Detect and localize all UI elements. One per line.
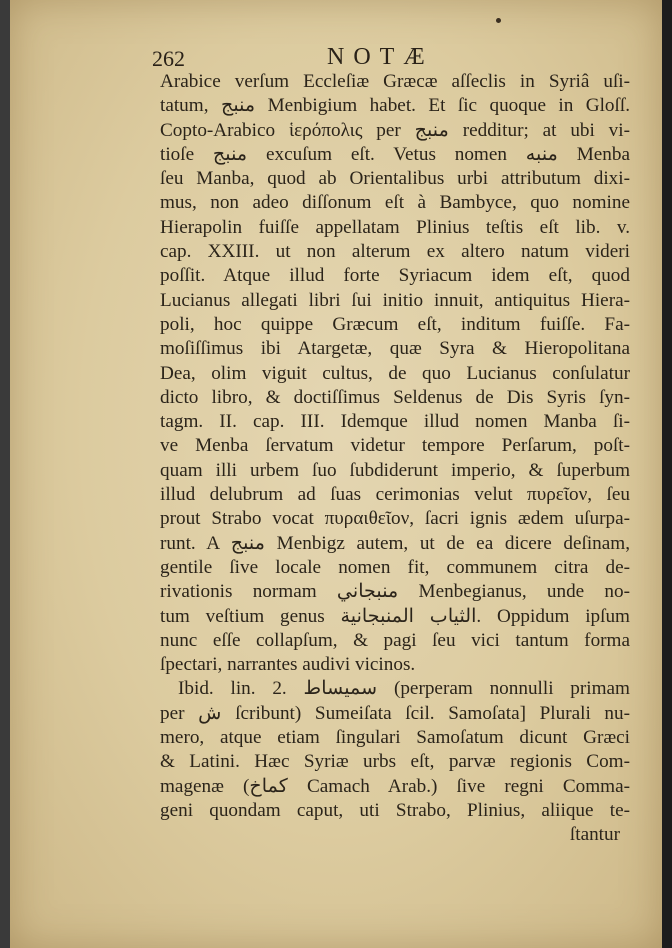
text-line: Hierapolin fuiſſe appellatam Plinius teſtis eſt lib. v. xyxy=(160,216,630,238)
text-line: tatum, منبج Menbigium habet. Et ſic quoque in Gloſſ. xyxy=(160,95,630,117)
text-line: Copto-Arabico ἱερόπολις per منبج redditur; at ubi vi- xyxy=(160,119,630,141)
text-line: quam illi urbem ſuo ſubdiderunt imperio, & ſuperbum xyxy=(160,459,630,481)
text-line: rivationis normam منبجاني Menbegianus, unde no- xyxy=(160,581,630,603)
page-number: 262 xyxy=(152,46,185,71)
text-line: dicto libro, & doctiſſimus Seldenus de Dis Syris ſyn- xyxy=(160,386,630,408)
text-line: poli, hoc quippe Græcum eſt, inditum fuiſſe. Fa- xyxy=(160,313,630,335)
text-line: Arabice verſum Eccleſiæ Græcæ aſſeclis in Syriâ uſi- xyxy=(160,71,630,92)
text-line: mus, non adeo diſſonum eſt à Bambyce, quo nomine xyxy=(160,192,630,214)
ink-spot xyxy=(496,18,501,23)
text-line: poſſit. Atque illud forte Syriacum idem eſt, quod xyxy=(160,265,630,287)
book-page xyxy=(10,0,662,948)
text-line: ve Menba ſervatum videtur tempore Perſarum, poſt- xyxy=(160,435,630,457)
text-line: mero, atque etiam ſingulari Samoſatum dicunt Græci xyxy=(160,727,630,749)
text-line: runt. A منبج Menbigz autem, ut de ea dicere deſinam, xyxy=(160,532,630,554)
body-text xyxy=(160,70,630,848)
text-line: nunc eſſe collapſum, & pagi ſeu vici tantum forma xyxy=(160,629,630,651)
text-line: tum veſtium genus الثياب المنبجانية. Oppidum ipſum xyxy=(160,605,630,627)
text-line: illud delubrum ad ſuas cerimonias velut πυρεῖον, ſeu xyxy=(160,484,630,506)
text-line: geni quondam caput, uti Strabo, Plinius, aliique te- xyxy=(160,799,630,821)
text-line: Ibid. lin. 2. سميساط (perperam nonnulli primam xyxy=(178,678,630,700)
catchword: ſtantur xyxy=(569,824,620,846)
text-line: cap. XXIII. ut non alterum ex altero natum videri xyxy=(160,241,630,263)
scan-right-edge xyxy=(662,0,672,948)
page-header xyxy=(152,40,622,74)
text-line: moſiſſimus ibi Atargetæ, quæ Syra & Hieropolitana xyxy=(160,338,630,360)
text-line: Dea, olim viguit cultus, de quo Lucianus conſulatur xyxy=(160,362,630,384)
running-head: NOTÆ xyxy=(327,44,434,70)
scan-left-edge xyxy=(0,0,10,948)
text-line: Lucianus allegati libri ſui initio innuit, antiquitus Hiera- xyxy=(160,289,630,311)
text-line: magenæ (كماخ Camach Arab.) ſive regni Comma- xyxy=(160,775,630,797)
text-line: ſpectari, narrantes audivi vicinos. xyxy=(160,654,416,676)
text-line: ſeu Manba, quod ab Orientalibus urbi attributum dixi- xyxy=(160,168,630,190)
text-line: per ش ſcribunt) Sumeiſata ſcil. Samoſata] Plurali nu- xyxy=(160,702,630,724)
text-line: & Latini. Hæc Syriæ urbs eſt, parvæ regionis Com- xyxy=(160,751,630,773)
text-line: gentile ſive locale nomen fit, communem citra de- xyxy=(160,556,630,578)
text-line: prout Strabo vocat πυραιθεῖον, ſacri ignis ædem uſurpa- xyxy=(160,508,630,530)
text-line: tagm. II. cap. III. Idemque illud nomen Manba ſi- xyxy=(160,411,630,433)
text-line: tioſe منبج excuſum eſt. Vetus nomen منبه Menba xyxy=(160,143,630,165)
